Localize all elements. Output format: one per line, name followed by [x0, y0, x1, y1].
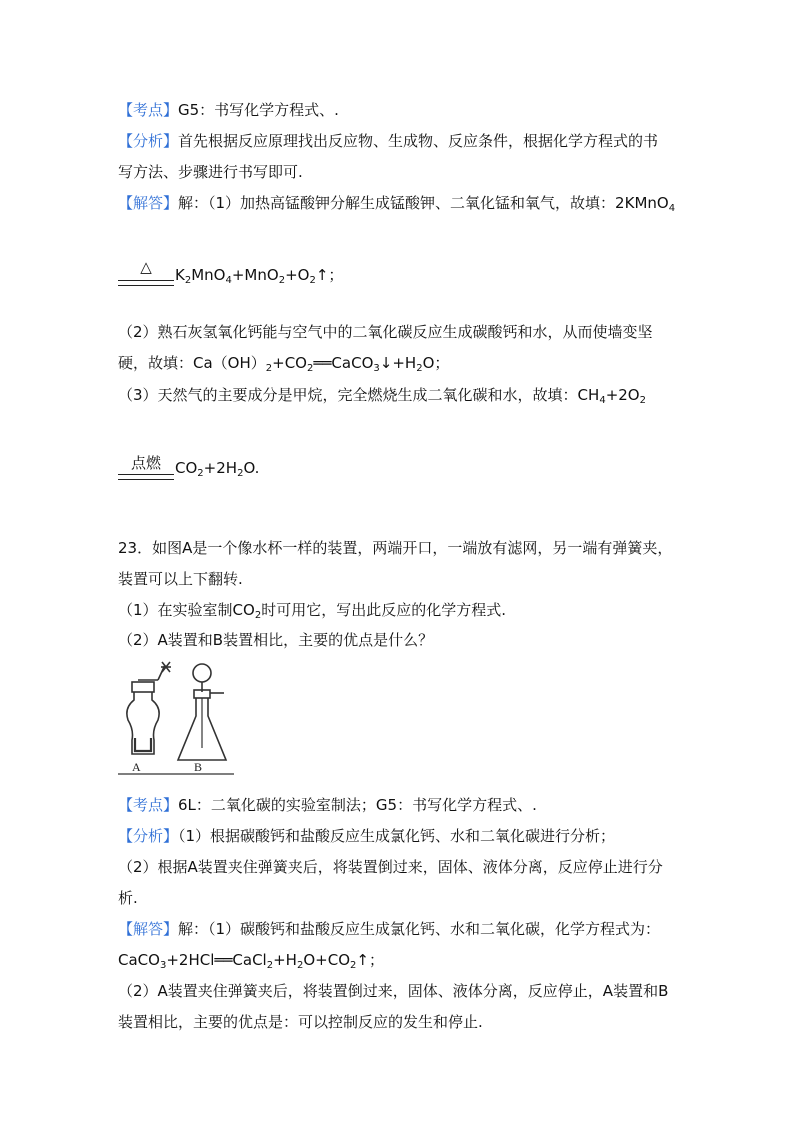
q23-fenxi-line-2: （2）根据A装置夹住弹簧夹后，将装置倒过来，固体、液体分离，反应停止进行分 [118, 858, 663, 876]
q23-jieda-line-1 [118, 919, 660, 939]
fenxi-tag: 【分析】 [118, 132, 179, 150]
q23-jieda-equation: $CaCO_3+2HCl══CaCl_2+H_2O+CO_2↑$； [118, 951, 384, 971]
q23-jieda-line-3: 装置相比，主要的优点是：可以控制反应的发生和停止. [118, 1013, 483, 1031]
part2-line-1: （2）熟石灰氢氧化钙能与空气中的二氧化碳反应生成碳酸钙和水，从而使墙变坚 [118, 323, 653, 341]
fenxi-tag: 【分析】 [118, 827, 179, 845]
jieda-tag: 【解答】 [118, 194, 179, 212]
a-filter-net [135, 738, 151, 751]
fenxi-line-2: 写方法、步骤进行书写即可. [118, 163, 303, 181]
apparatus-drawing [118, 660, 234, 778]
fenxi-text: （1）根据碳酸钙和盐酸反应生成氯化钙、水和二氧化碳进行分析； [178, 827, 616, 845]
jieda-line-1 [118, 193, 675, 213]
kaodian-tag: 【考点】 [118, 796, 179, 814]
jieda-tag: 【解答】 [118, 920, 179, 938]
kaodian-text: G5：书写化学方程式、. [178, 101, 339, 119]
jieda-text: 解：（1）碳酸钙和盐酸反应生成氯化钙、水和二氧化碳，化学方程式为： [178, 920, 661, 938]
kaodian-text: 6L：二氧化碳的实验室制法；G5：书写化学方程式、. [178, 796, 537, 814]
apparatus-figure [118, 660, 234, 778]
q23-stem-2: 装置可以上下翻转. [118, 570, 243, 588]
q23-kaodian-line [118, 795, 537, 815]
kaodian-tag: 【考点】 [118, 101, 179, 119]
equation-3-products: $CO_2+2H_2O$. [175, 459, 260, 479]
equals-bar [118, 280, 174, 286]
jieda-text: 解：（1）加热高锰酸钾分解生成锰酸钾、二氧化锰和氧气，故填：2KMnO [178, 194, 669, 212]
equals-bar [118, 474, 174, 480]
q23-fenxi-line-1 [118, 826, 615, 846]
q23-fenxi-line-3: 析. [118, 889, 138, 907]
jieda-text-sub: 4 [668, 203, 676, 214]
heat-symbol: △ [140, 258, 152, 276]
a-vessel [127, 692, 159, 754]
part3-line-1: （3）天然气的主要成分是甲烷，完全燃烧生成二氧化碳和水，故填：$CH_4+2O_2$ [118, 386, 646, 406]
fenxi-line-1 [118, 131, 658, 151]
q23-sub-2: （2）A装置和B装置相比，主要的优点是什么？ [118, 631, 434, 649]
b-funnel-bulb [193, 664, 211, 682]
part2-line-2: 硬，故填：$Ca(OH)_2+CO_2══CaCO_3↓+H_2O$； [118, 354, 450, 374]
q23-jieda-line-2: （2）A装置夹住弹簧夹后，将装置倒过来，固体、液体分离，反应停止，A装置和B [118, 982, 669, 1000]
fenxi-text: 首先根据反应原理找出反应物、生成物、反应条件，根据化学方程式的书 [178, 132, 659, 150]
kaodian-line-1 [118, 100, 339, 120]
label-b: B [194, 760, 203, 774]
label-a: A [132, 760, 141, 774]
q23-stem-1: 23．如图A是一个像水杯一样的装置，两端开口，一端放有滤网，另一端有弹簧夹， [118, 539, 673, 557]
a-stopper [132, 682, 154, 692]
ignite-label: 点燃 [130, 454, 161, 472]
q23-sub-1: （1）在实验室制$CO_2$时可用它，写出此反应的化学方程式. [118, 601, 506, 621]
equation-1-products: $K_2MnO_4+MnO_2+O_2↑$； [175, 266, 344, 286]
